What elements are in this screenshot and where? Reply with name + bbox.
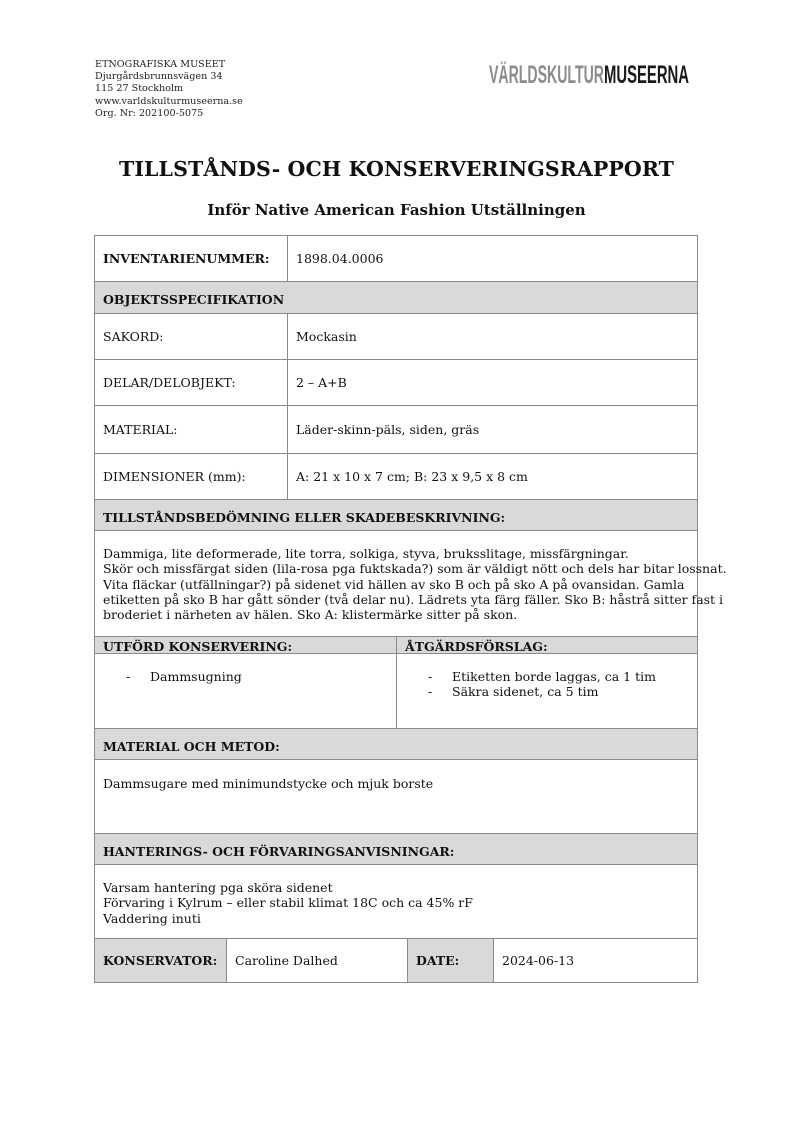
bullet-dash: - — [428, 669, 433, 684]
list-item — [126, 669, 242, 684]
spec-label: DIMENSIONER (mm): — [95, 454, 288, 499]
handling-line: Varsam hantering pga sköra sidenet — [103, 880, 333, 895]
conservator-label: KONSERVATOR: — [95, 939, 227, 982]
list-item-text: Dammsugning — [150, 669, 242, 684]
condition-line: Vita fläckar (utfällningar?) på sidenet vid hällen av sko B och på sko A på ovansidan. Gamla — [103, 576, 685, 592]
spec-value: Mockasin — [296, 329, 357, 344]
handling-text — [103, 880, 473, 926]
conservation-done-heading: UTFÖRD KONSERVERING: — [95, 637, 396, 654]
page-title: TILLSTÅNDS- OCH KONSERVERINGSRAPPORT — [119, 157, 674, 181]
condition-heading: TILLSTÅNDSBEDÖMNING ELLER SKADEBESKRIVNING: — [95, 500, 697, 531]
inventory-row — [95, 236, 697, 282]
conservation-done-list — [126, 669, 242, 684]
handling-heading: HANTERINGS- OCH FÖRVARINGSANVISNINGAR: — [95, 834, 697, 865]
handling-section — [95, 865, 697, 939]
condition-line: etiketten på sko B har gått sönder (två delar nu). Lädrets yta färg fäller. Sko B: håstrå sitter fast i — [103, 591, 724, 607]
address-line: ETNOGRAFISKA MUSEET — [95, 59, 226, 70]
conservation-proposal-list — [428, 669, 656, 700]
spec-label: SAKORD: — [95, 314, 288, 359]
condition-section — [95, 531, 727, 637]
museum-logo — [489, 60, 689, 88]
page-subtitle: Inför Native American Fashion Utställningen — [207, 201, 586, 219]
logo-light-text: VÄRLDSKULTUR — [489, 61, 604, 88]
museum-address — [95, 59, 243, 120]
spec-row — [95, 406, 697, 454]
spec-value: A: 21 x 10 x 7 cm; B: 23 x 9,5 x 8 cm — [296, 469, 528, 484]
conservator-value: Caroline Dalhed — [227, 939, 408, 982]
list-item-text: Etiketten borde laggas, ca 1 tim — [452, 669, 656, 684]
conservation-section — [95, 637, 697, 729]
bullet-dash: - — [428, 684, 433, 700]
list-item — [428, 669, 656, 684]
bullet-dash: - — [126, 669, 131, 684]
spec-label: DELAR/DELOBJEKT: — [95, 360, 288, 405]
handling-line: Förvaring i Kylrum – eller stabil klimat 18C och ca 45% rF — [103, 895, 473, 911]
condition-line: Skör och missfärgat siden (lila-rosa pga fuktskada?) som är väldigt nött och dels har bitar lossnat. — [103, 561, 727, 577]
spec-row — [95, 360, 697, 406]
spec-value: Läder-skinn-päls, siden, gräs — [296, 422, 480, 437]
inventory-label: INVENTARIENUMMER: — [95, 236, 288, 281]
method-text: Dammsugare med minimundstycke och mjuk borste — [103, 776, 434, 791]
logo-dark-text: MUSEERNA — [604, 61, 689, 88]
conservation-proposal — [397, 637, 697, 728]
condition-line: Dammiga, lite deformerade, lite torra, solkiga, styva, bruksslitage, missfärgningar. — [103, 546, 629, 561]
spec-label: MATERIAL: — [95, 406, 288, 453]
list-item-text: Säkra sidenet, ca 5 tim — [452, 684, 599, 700]
address-line: www.varldskulturmuseerna.se — [95, 95, 243, 107]
condition-text — [103, 546, 727, 622]
condition-line: broderiet i närheten av hälen. Sko A: klistermärke sitter på skon. — [103, 607, 518, 623]
signature-row — [95, 939, 697, 982]
inventory-value: 1898.04.0006 — [296, 251, 384, 266]
handling-line: Vaddering inuti — [103, 910, 201, 926]
object-spec-heading: OBJEKTSSPECIFIKATION — [95, 282, 697, 314]
conservation-done — [95, 637, 397, 728]
address-line: Org. Nr: 202100-5075 — [95, 107, 204, 119]
spec-row — [95, 454, 697, 500]
report-form — [94, 235, 727, 983]
spec-value: 2 – A+B — [296, 375, 347, 390]
date-value: 2024-06-13 — [502, 953, 575, 968]
date-label: DATE: — [408, 939, 494, 982]
conservation-proposal-heading: ÅTGÄRDSFÖRSLAG: — [397, 637, 697, 654]
list-item — [428, 684, 656, 699]
address-line: 115 27 Stockholm — [95, 83, 184, 95]
method-heading: MATERIAL OCH METOD: — [95, 729, 697, 760]
address-line: Djurgårdsbrunnsvägen 34 — [95, 71, 223, 83]
method-section — [95, 760, 697, 834]
spec-row — [95, 314, 697, 360]
